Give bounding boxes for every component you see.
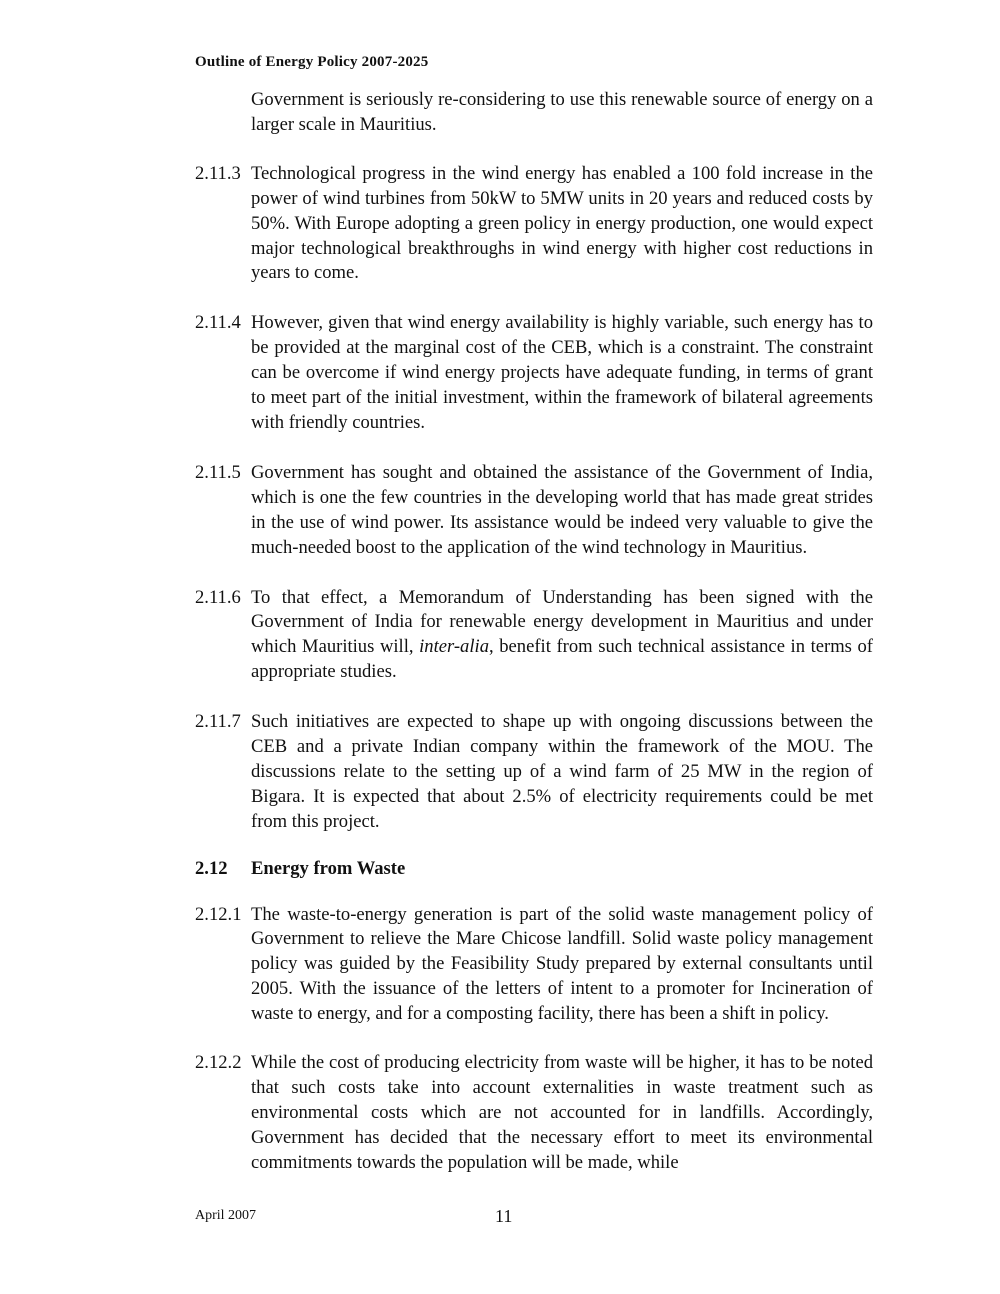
running-header: Outline of Energy Policy 2007-2025 (195, 54, 429, 70)
paragraph-text: The waste-to-energy generation is part of the solid waste management policy of Government to relieve the Mare Chicose landfill. Solid waste policy management policy was guided by the Feasibility Study prepared by external consultants until 2005. With the issuance of the letters of intent to a promoter for Incineration of waste to energy, and for a composting facility, there has been a shift in policy. (251, 903, 873, 1025)
document-body (195, 88, 873, 1176)
paragraph-number: 2.11.7 (195, 711, 241, 733)
section-title: Energy from Waste (251, 857, 406, 879)
paragraph-text: However, given that wind energy availability is highly variable, such energy has to be provided at the marginal cost of the CEB, which is a constraint. The constraint can be overcome if wind energy projects have adequate funding, in terms of grant to meet part of the initial investment, within the framework of bilateral agreements with friendly countries. (251, 312, 873, 433)
paragraph-text: While the cost of producing electricity from waste will be higher, it has to be noted that such costs take into account externalities in waste treatment such as environmental costs which are not accounted for in landfills. Accordingly, Government has decided that the necessary effort to meet its environmental commitments towards the population will be made, while (251, 1052, 873, 1173)
paragraph-2-12-1 (195, 903, 873, 1028)
paragraph-number: 2.11.3 (195, 162, 241, 184)
paragraph-2-11-7 (195, 710, 873, 835)
page-number: 11 (495, 1206, 513, 1226)
paragraph-2-11-5 (195, 461, 873, 561)
paragraph-text: Technological progress in the wind energy has enabled a 100 fold increase in the power of wind turbines from 50kW to 5MW units in 20 years and reduced costs by 50%. With Europe adopting a green policy in energy production, one would expect major technological breakthroughs in wind energy with higher cost reductions in years to come. (251, 162, 873, 284)
paragraph-2-11-6 (195, 586, 873, 686)
paragraph-2-12-2 (195, 1051, 873, 1176)
paragraph-number: 2.11.5 (195, 461, 241, 483)
paragraph-number: 2.12.1 (195, 903, 242, 925)
paragraph-number: 2.11.6 (195, 586, 241, 608)
paragraph-text: Government has sought and obtained the assistance of the Government of India, which is one the few countries in the developing world that has made great strides in the use of wind power. Its assistance would be indeed very valuable to give the much-needed boost to the application of the wind technology in Mauritius. (251, 461, 873, 558)
paragraph-text (251, 586, 873, 686)
paragraph-number: 2.12.2 (195, 1052, 242, 1074)
footer-date: April 2007 (195, 1208, 257, 1223)
continuation-paragraph: Government is seriously re-considering to use this renewable source of energy on a larger scale in Mauritius. (251, 89, 873, 135)
paragraph-2-11-4 (195, 311, 873, 436)
paragraph-number: 2.11.4 (195, 312, 241, 334)
section-heading (195, 857, 873, 882)
text-segment: , benefit from such technical assistance in terms of appropriate studies. (251, 636, 873, 683)
paragraph-2-11-3 (195, 162, 873, 287)
paragraph-text: Such initiatives are expected to shape up with ongoing discussions between the CEB and a private Indian company within the framework of the MOU. The discussions relate to the setting up of a wind farm of 25 MW in the region of Bigara. It is expected that about 2.5% of electricity requirements could be met from this project. (251, 711, 873, 832)
italic-term: inter-alia (419, 636, 489, 658)
text-segment: To that effect, a Memorandum of Understanding has been signed with the Government of India for renewable energy development in Mauritius and under which Mauritius will, (251, 586, 873, 658)
section-number: 2.12 (195, 857, 228, 879)
